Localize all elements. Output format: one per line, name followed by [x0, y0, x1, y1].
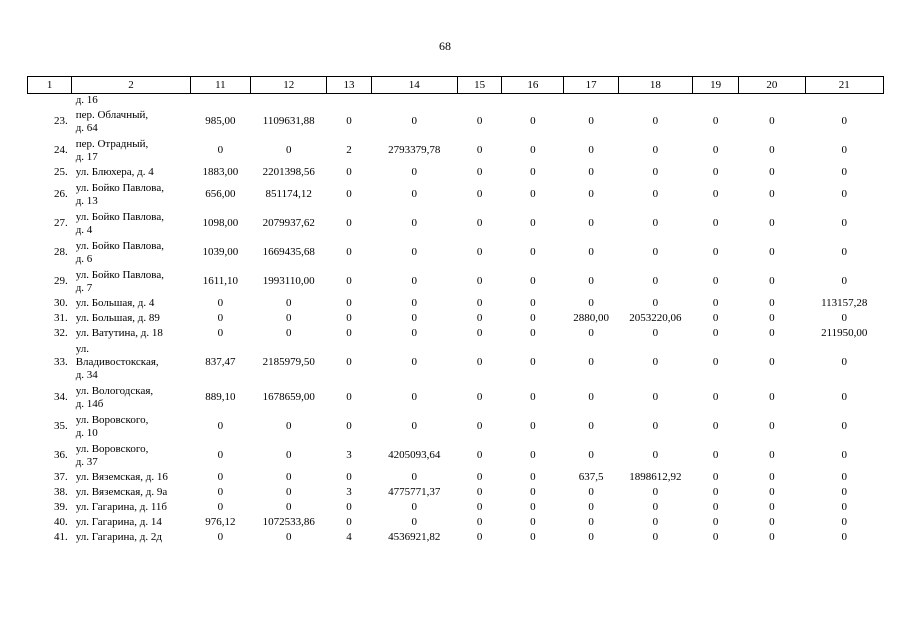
address-cell: ул. Гагарина, д. 14 [75, 516, 162, 528]
value-cell: 0 [652, 115, 659, 127]
value-cell: 0 [588, 166, 594, 178]
value-cell: 0 [712, 471, 719, 483]
value-cell: 0 [346, 297, 352, 309]
value-cell: 0 [769, 312, 775, 324]
address-cell: ул. Вологодская, д. 14б [75, 384, 154, 410]
value-cell: 0 [652, 188, 659, 200]
value-cell: 0 [217, 420, 224, 432]
value-cell: 0 [712, 246, 719, 258]
value-cell: 0 [841, 486, 848, 498]
value-cell: 0 [652, 516, 659, 528]
value-cell: 0 [285, 531, 292, 543]
value-cell: 0 [712, 297, 719, 309]
value-cell: 0 [652, 501, 659, 513]
value-cell: 0 [652, 531, 659, 543]
value-cell: 0 [588, 327, 594, 339]
value-cell: 0 [285, 471, 292, 483]
value-cell: 0 [346, 420, 352, 432]
value-cell: 0 [530, 166, 536, 178]
row-number: 24. [53, 144, 68, 156]
page-number: 68 [439, 39, 451, 53]
value-cell: 1669435,68 [262, 246, 315, 258]
value-cell: 0 [476, 312, 483, 324]
address-cell: ул. Гагарина, д. 11б [75, 501, 168, 513]
value-cell: 0 [712, 144, 719, 156]
value-cell: 0 [530, 531, 536, 543]
address-cell: ул. Гагарина, д. 2д [75, 531, 162, 543]
value-cell: 0 [217, 486, 224, 498]
value-cell: 0 [285, 297, 292, 309]
value-cell: 0 [346, 501, 352, 513]
column-header: 20 [739, 77, 805, 94]
value-cell: 0 [346, 115, 352, 127]
value-cell: 0 [588, 355, 594, 368]
value-cell: 0 [285, 327, 292, 339]
value-cell: 0 [530, 188, 536, 200]
table-row [28, 296, 884, 311]
row-number: 40. [53, 516, 68, 528]
value-cell: 0 [476, 516, 483, 528]
value-cell: 0 [530, 246, 536, 258]
value-cell: 4775771,37 [388, 486, 441, 498]
value-cell: 0 [530, 516, 536, 528]
row-number: 39. [53, 501, 68, 513]
column-header: 21 [805, 77, 883, 94]
value-cell: 0 [769, 144, 775, 156]
value-cell: 0 [712, 327, 719, 339]
address-cell: ул. Вяземская, д. 9а [75, 486, 168, 498]
value-cell: 837,47 [205, 355, 236, 368]
value-cell: 0 [588, 420, 594, 432]
value-cell: 0 [411, 217, 418, 229]
value-cell: 0 [217, 449, 224, 461]
value-cell: 0 [769, 275, 775, 287]
value-cell: 0 [476, 144, 483, 156]
column-header: 16 [502, 77, 564, 94]
value-cell: 0 [841, 420, 848, 432]
value-cell: 0 [652, 327, 659, 339]
value-cell: 0 [652, 166, 659, 178]
value-cell: 0 [841, 312, 848, 324]
value-cell: 0 [712, 115, 719, 127]
value-cell: 0 [411, 312, 418, 324]
address-cell: ул. Бойко Павлова, д. 4 [75, 210, 164, 236]
value-cell: 0 [841, 188, 848, 200]
value-cell: 0 [476, 449, 483, 461]
value-cell: 0 [841, 355, 848, 368]
value-cell: 0 [652, 275, 659, 287]
data-table [27, 76, 884, 545]
column-header: 18 [618, 77, 692, 94]
value-cell: 0 [712, 275, 719, 287]
value-cell: 0 [476, 246, 483, 258]
row-number: 27. [53, 217, 68, 229]
value-cell: 0 [652, 246, 659, 258]
value-cell: 0 [217, 501, 224, 513]
value-cell: 0 [841, 501, 848, 513]
value-cell: 0 [712, 312, 719, 324]
table-row [28, 412, 884, 441]
value-cell: 0 [652, 391, 659, 403]
value-cell: 0 [411, 275, 418, 287]
value-cell: 0 [530, 501, 536, 513]
value-cell: 0 [652, 449, 659, 461]
value-cell: 1098,00 [202, 217, 239, 229]
value-cell: 0 [411, 420, 418, 432]
value-cell: 0 [841, 217, 848, 229]
row-number: 41. [53, 531, 68, 543]
value-cell: 976,12 [205, 516, 236, 528]
column-header: 19 [693, 77, 739, 94]
table-row [28, 530, 884, 545]
row-number: 37. [53, 471, 68, 483]
value-cell: 0 [530, 115, 536, 127]
value-cell: 0 [652, 355, 659, 368]
value-cell: 985,00 [205, 115, 236, 127]
value-cell: 4205093,64 [388, 449, 441, 461]
table-row [28, 180, 884, 209]
address-cell: пер. Отрадный, д. 17 [75, 137, 149, 163]
value-cell: 0 [411, 115, 418, 127]
value-cell: 2079937,62 [262, 217, 315, 229]
value-cell: 0 [217, 531, 224, 543]
row-number: 26. [53, 188, 68, 200]
value-cell: 2793379,78 [388, 144, 441, 156]
value-cell: 0 [712, 486, 719, 498]
address-cell: ул. Владивостокская, д. 34 [75, 342, 159, 381]
value-cell: 0 [476, 501, 483, 513]
value-cell: 0 [588, 217, 594, 229]
value-cell: 0 [588, 391, 594, 403]
value-cell: 0 [346, 471, 352, 483]
value-cell: 0 [652, 217, 659, 229]
value-cell: 2053220,06 [629, 312, 682, 324]
value-cell: 0 [285, 420, 292, 432]
value-cell: 0 [712, 391, 719, 403]
value-cell: 0 [769, 501, 775, 513]
column-header: 11 [190, 77, 250, 94]
row-number: 30. [53, 297, 68, 309]
value-cell: 0 [769, 486, 775, 498]
value-cell: 0 [530, 144, 536, 156]
value-cell: 0 [411, 391, 418, 403]
value-cell: 0 [411, 471, 418, 483]
value-cell: 0 [769, 327, 775, 339]
value-cell: 0 [588, 449, 594, 461]
value-cell: 0 [769, 391, 775, 403]
value-cell: 2880,00 [573, 312, 609, 324]
value-cell: 0 [530, 391, 536, 403]
value-cell: 656,00 [205, 188, 236, 200]
value-cell: 211950,00 [821, 327, 868, 339]
address-cell: ул. Блюхера, д. 4 [75, 166, 154, 178]
row-number: 29. [53, 275, 68, 287]
value-cell: 0 [588, 297, 594, 309]
value-cell: 0 [476, 471, 483, 483]
value-cell: 0 [530, 327, 536, 339]
value-cell: 1611,10 [202, 275, 239, 287]
value-cell: 0 [588, 115, 594, 127]
value-cell: 0 [476, 275, 483, 287]
value-cell: 0 [530, 471, 536, 483]
column-header: 15 [457, 77, 501, 94]
value-cell: 2 [346, 144, 352, 156]
value-cell: 1678659,00 [262, 391, 315, 403]
value-cell: 0 [769, 531, 775, 543]
value-cell: 0 [217, 471, 224, 483]
value-cell: 0 [476, 166, 483, 178]
address-cell: ул. Большая, д. 4 [75, 297, 155, 309]
value-cell: 0 [712, 420, 719, 432]
table-row [28, 107, 884, 136]
value-cell: 0 [588, 531, 594, 543]
value-cell: 0 [841, 449, 848, 461]
value-cell: 0 [841, 166, 848, 178]
value-cell: 0 [476, 297, 483, 309]
value-cell: 0 [769, 471, 775, 483]
row-number: 34. [53, 391, 68, 403]
column-header: 17 [564, 77, 618, 94]
value-cell: 0 [841, 516, 848, 528]
value-cell: 637,5 [578, 471, 604, 483]
value-cell: 0 [712, 166, 719, 178]
value-cell: 1039,00 [202, 246, 239, 258]
row-number: 38. [53, 486, 68, 498]
value-cell: 1898612,92 [629, 471, 682, 483]
value-cell: 0 [841, 471, 848, 483]
row-number: 25. [53, 166, 68, 178]
value-cell: 2201398,56 [262, 166, 315, 178]
column-header: 13 [327, 77, 371, 94]
continuation-text: д. 16 [75, 94, 98, 106]
value-cell: 0 [712, 355, 719, 368]
value-cell: 113157,28 [821, 297, 868, 309]
value-cell: 0 [588, 246, 594, 258]
value-cell: 0 [769, 516, 775, 528]
row-number: 28. [53, 246, 68, 258]
value-cell: 0 [530, 355, 536, 368]
table-row [28, 515, 884, 530]
value-cell: 851174,12 [265, 188, 312, 200]
value-cell: 2185979,50 [262, 355, 315, 368]
value-cell: 0 [346, 166, 352, 178]
value-cell: 0 [769, 217, 775, 229]
value-cell: 0 [530, 297, 536, 309]
value-cell: 0 [530, 312, 536, 324]
value-cell: 0 [530, 217, 536, 229]
value-cell: 4536921,82 [388, 531, 441, 543]
table-row [28, 136, 884, 165]
value-cell: 889,10 [205, 391, 236, 403]
value-cell: 0 [530, 486, 536, 498]
header-row [28, 77, 884, 94]
value-cell: 1883,00 [202, 166, 239, 178]
value-cell: 0 [712, 531, 719, 543]
continuation-row [28, 94, 884, 108]
column-header: 2 [72, 77, 191, 94]
value-cell: 0 [769, 420, 775, 432]
value-cell: 0 [588, 144, 594, 156]
row-number: 32. [53, 327, 68, 339]
value-cell: 0 [346, 312, 352, 324]
address-cell: ул. Воровского, д. 37 [75, 442, 149, 468]
value-cell: 0 [346, 246, 352, 258]
table-row [28, 238, 884, 267]
value-cell: 0 [588, 501, 594, 513]
value-cell: 0 [346, 391, 352, 403]
column-header: 14 [371, 77, 457, 94]
table-row [28, 267, 884, 296]
value-cell: 3 [346, 449, 352, 461]
value-cell: 0 [712, 516, 719, 528]
value-cell: 0 [476, 327, 483, 339]
value-cell: 0 [217, 312, 224, 324]
table-row [28, 326, 884, 341]
value-cell: 0 [712, 501, 719, 513]
value-cell: 0 [841, 246, 848, 258]
value-cell: 0 [217, 327, 224, 339]
value-cell: 0 [285, 144, 292, 156]
value-cell: 0 [476, 217, 483, 229]
value-cell: 0 [769, 115, 775, 127]
table-row [28, 383, 884, 412]
value-cell: 0 [285, 312, 292, 324]
column-header: 12 [251, 77, 327, 94]
value-cell: 0 [769, 355, 775, 368]
value-cell: 0 [652, 144, 659, 156]
value-cell: 0 [530, 275, 536, 287]
value-cell: 0 [588, 275, 594, 287]
value-cell: 1109631,88 [262, 115, 315, 127]
value-cell: 0 [841, 275, 848, 287]
row-number: 33. [53, 355, 68, 368]
value-cell: 0 [476, 188, 483, 200]
table-row [28, 441, 884, 470]
row-number: 31. [53, 312, 68, 324]
value-cell: 0 [841, 531, 848, 543]
column-header: 1 [28, 77, 72, 94]
value-cell: 0 [217, 297, 224, 309]
value-cell: 0 [652, 486, 659, 498]
value-cell: 0 [476, 115, 483, 127]
value-cell: 0 [411, 166, 418, 178]
value-cell: 0 [588, 486, 594, 498]
value-cell: 0 [476, 391, 483, 403]
value-cell: 0 [411, 355, 418, 368]
value-cell: 0 [411, 516, 418, 528]
value-cell: 0 [530, 420, 536, 432]
value-cell: 0 [712, 188, 719, 200]
value-cell: 1072533,86 [262, 516, 315, 528]
value-cell: 0 [346, 516, 352, 528]
value-cell: 0 [346, 217, 352, 229]
value-cell: 0 [652, 420, 659, 432]
address-cell: ул. Воровского, д. 10 [75, 413, 149, 439]
table-row [28, 209, 884, 238]
value-cell: 0 [411, 327, 418, 339]
value-cell: 0 [476, 486, 483, 498]
address-cell: ул. Вяземская, д. 16 [75, 471, 168, 483]
address-cell: ул. Ватутина, д. 18 [75, 327, 163, 339]
table-row [28, 165, 884, 180]
value-cell: 1993110,00 [262, 275, 315, 287]
address-cell: ул. Бойко Павлова, д. 13 [75, 181, 164, 207]
table-row [28, 500, 884, 515]
value-cell: 0 [588, 516, 594, 528]
value-cell: 0 [588, 188, 594, 200]
value-cell: 0 [411, 188, 418, 200]
row-number: 35. [53, 420, 68, 432]
value-cell: 0 [841, 115, 848, 127]
value-cell: 0 [769, 246, 775, 258]
address-cell: ул. Большая, д. 89 [75, 312, 160, 324]
row-number: 23. [53, 115, 68, 127]
value-cell: 0 [285, 486, 292, 498]
value-cell: 0 [476, 355, 483, 368]
value-cell: 0 [346, 275, 352, 287]
value-cell: 0 [346, 355, 352, 368]
value-cell: 0 [841, 391, 848, 403]
value-cell: 0 [346, 327, 352, 339]
value-cell: 0 [411, 501, 418, 513]
value-cell: 3 [346, 486, 352, 498]
value-cell: 0 [476, 531, 483, 543]
value-cell: 0 [346, 188, 352, 200]
value-cell: 0 [476, 420, 483, 432]
table-row [28, 341, 884, 383]
value-cell: 0 [769, 449, 775, 461]
value-cell: 0 [411, 297, 418, 309]
table-row [28, 470, 884, 485]
value-cell: 0 [217, 144, 224, 156]
row-number: 36. [53, 449, 68, 461]
value-cell: 0 [769, 297, 775, 309]
value-cell: 0 [285, 449, 292, 461]
address-cell: пер. Облачный, д. 64 [75, 108, 149, 134]
value-cell: 0 [530, 449, 536, 461]
value-cell: 4 [346, 531, 352, 543]
address-cell: ул. Бойко Павлова, д. 6 [75, 239, 164, 265]
value-cell: 0 [769, 188, 775, 200]
table-row [28, 485, 884, 500]
value-cell: 0 [841, 144, 848, 156]
value-cell: 0 [712, 217, 719, 229]
value-cell: 0 [712, 449, 719, 461]
address-cell: ул. Бойко Павлова, д. 7 [75, 268, 164, 294]
value-cell: 0 [285, 501, 292, 513]
table-row [28, 311, 884, 326]
value-cell: 0 [769, 166, 775, 178]
value-cell: 0 [652, 297, 659, 309]
value-cell: 0 [411, 246, 418, 258]
